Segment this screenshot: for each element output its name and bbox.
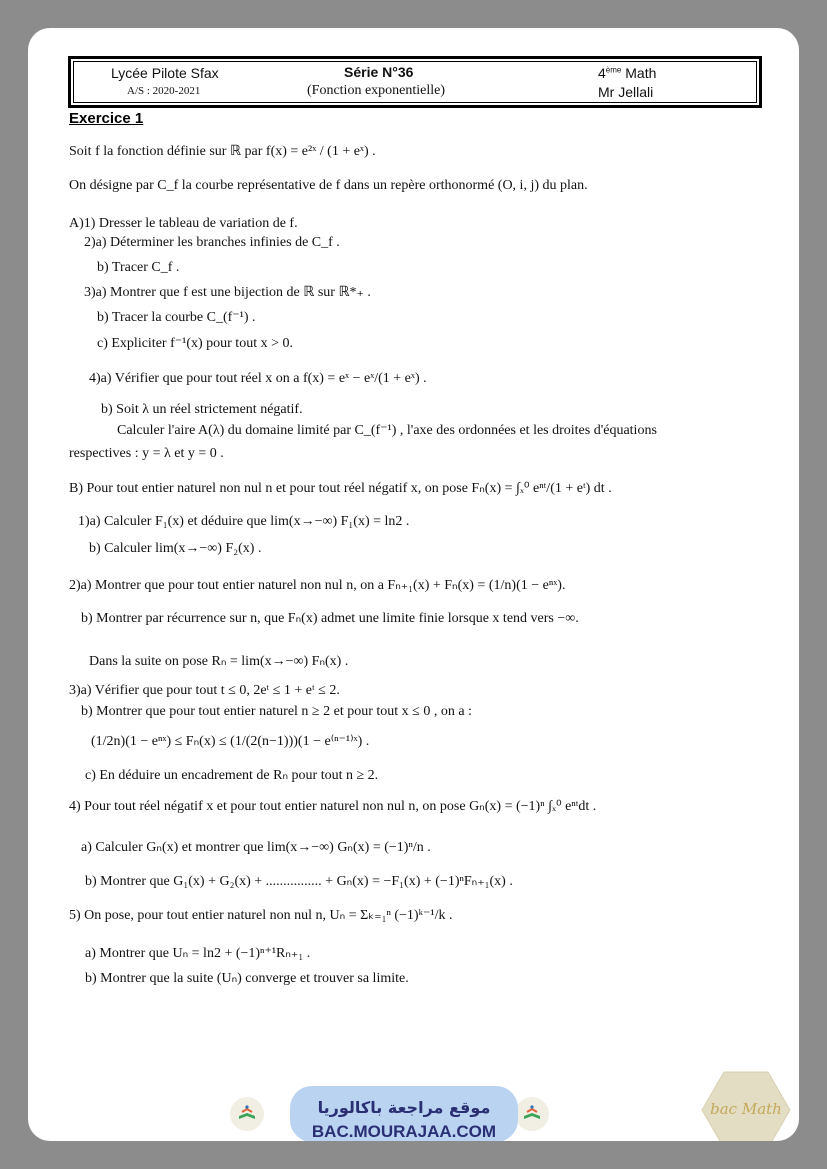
question-line: 4)a) Vérifier que pour tout réel x on a f(x) = eˣ − eˣ/(1 + eˣ) . (89, 371, 427, 386)
question-line: Dans la suite on pose Rₙ = lim(x→−∞) Fₙ(x) . (89, 654, 349, 669)
question-line: 1)a) Calculer F₁(x) et déduire que lim(x→−∞) F₁(x) = ln2 . (78, 514, 410, 529)
site-logo-right (515, 1097, 549, 1131)
question-line: respectives : y = λ et y = 0 . (69, 446, 224, 461)
school-name: Lycée Pilote Sfax (111, 65, 219, 81)
site-logo-left (230, 1097, 264, 1131)
exercise-title: Exercice 1 (69, 110, 144, 127)
formula-line: (1/2n)(1 − eⁿˣ) ≤ Fₙ(x) ≤ (1/(2(n−1)))(1 − e⁽ⁿ⁻¹⁾ˣ) . (91, 734, 370, 749)
question-line: c) En déduire un encadrement de Rₙ pour tout n ≥ 2. (85, 768, 379, 783)
question-line: A)1) Dresser le tableau de variation de f. (69, 216, 298, 231)
question-line: b) Montrer que G₁(x) + G₂(x) + ................ + Gₙ(x) = −F₁(x) + (−1)ⁿFₙ₊₁(x) . (85, 874, 513, 889)
question-line: B) Pour tout entier naturel non nul n et pour tout réel négatif x, on pose Fₙ(x) = ∫ₓ⁰ eⁿᵗ/(1 + eᵗ) dt . (69, 481, 612, 496)
question-line: b) Montrer que pour tout entier naturel n ≥ 2 et pour tout x ≤ 0 , on a : (81, 704, 472, 719)
question-line: 3)a) Montrer que f est une bijection de ℝ sur ℝ*₊ . (84, 285, 371, 300)
header-box (68, 56, 762, 108)
question-line: a) Calculer Gₙ(x) et montrer que lim(x→−∞) Gₙ(x) = (−1)ⁿ/n . (81, 840, 431, 855)
question-line: b) Tracer la courbe C_(f⁻¹) . (97, 310, 256, 325)
statement-line: On désigne par C_f la courbe représentative de f dans un repère orthonormé (O, i, j) du plan. (69, 178, 588, 193)
logo-text: bac Math (710, 1100, 782, 1118)
series-topic: (Fonction exponentielle) (307, 83, 446, 98)
class-level: 4ème Math (598, 65, 657, 81)
question-line: b) Calculer lim(x→−∞) F₂(x) . (89, 541, 262, 556)
book-icon (230, 1097, 264, 1131)
question-line: c) Expliciter f⁻¹(x) pour tout x > 0. (97, 336, 293, 351)
question-line: b) Montrer que la suite (Uₙ) converge et trouver sa limite. (85, 971, 409, 986)
bac-math-logo (698, 1068, 794, 1141)
banner-arabic-text: موقع مراجعة باكالوريا (317, 1098, 491, 1117)
question-line: b) Montrer par récurrence sur n, que Fₙ(x) admet une limite finie lorsque x tend vers −∞. (81, 611, 579, 626)
question-line: 3)a) Vérifier que pour tout t ≤ 0, 2eᵗ ≤ 1 + eᵗ ≤ 2. (69, 683, 340, 698)
teacher-name: Mr Jellali (598, 84, 654, 100)
banner-site-link[interactable]: BAC.MOURAJAA.COM (311, 1122, 497, 1141)
question-line: b) Soit λ un réel strictement négatif. (101, 402, 303, 417)
series-title: Série N°36 (344, 64, 414, 80)
question-line: a) Montrer que Uₙ = ln2 + (−1)ⁿ⁺¹Rₙ₊₁ . (85, 946, 311, 961)
site-banner[interactable] (290, 1086, 518, 1141)
question-line: 2)a) Montrer que pour tout entier naturel non nul n, on a Fₙ₊₁(x) + Fₙ(x) = (1/n)(1 − eⁿˣ). (69, 578, 566, 593)
question-line: 5) On pose, pour tout entier naturel non nul n, Uₙ = Σₖ₌₁ⁿ (−1)ᵏ⁻¹/k . (69, 908, 453, 923)
question-line: 2)a) Déterminer les branches infinies de C_f . (84, 235, 340, 250)
book-icon (515, 1097, 549, 1131)
question-line: Calculer l'aire A(λ) du domaine limité par C_(f⁻¹) , l'axe des ordonnées et les droites d'équations (117, 423, 657, 438)
school-year: A/S : 2020-2021 (127, 85, 201, 97)
statement-line: Soit f la fonction définie sur ℝ par f(x) = e²ˣ / (1 + eˣ) . (69, 144, 376, 159)
document-page (28, 28, 799, 1141)
question-line: 4) Pour tout réel négatif x et pour tout entier naturel non nul n, on pose Gₙ(x) = (−1)ⁿ ∫ₓ⁰ eⁿᵗdt . (69, 799, 597, 814)
question-line: b) Tracer C_f . (97, 260, 180, 275)
